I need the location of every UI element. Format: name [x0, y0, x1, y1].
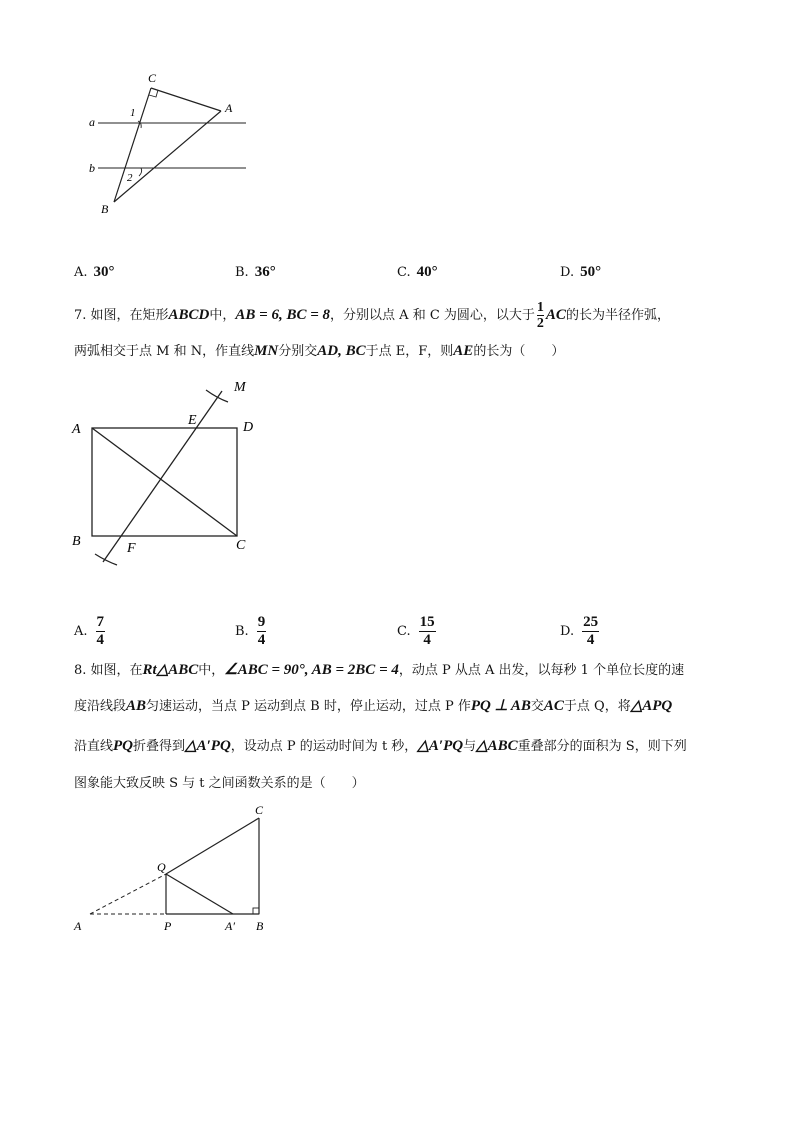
q8-line-1: 8. 如图，在Rt△ABC中，∠ABC = 90°, AB = 2BC = 4，动点 P 从点 A 出发，以每秒 1 个单位长度的速 — [74, 662, 685, 678]
right-angle-mark — [253, 908, 259, 914]
label-C: C — [148, 71, 157, 85]
q8-line-3: 沿直线PQ折叠得到△A′PQ，设动点 P 的运动时间为 t 秒，△A′PQ与△ABC重叠部分的面积为 S，则下列 — [74, 738, 687, 754]
label-b: b — [89, 161, 95, 175]
half-fraction: $\frac{1}{2}$ — [536, 300, 544, 331]
label-E: E — [188, 413, 197, 428]
label-C: C — [255, 803, 264, 817]
label-F: F — [127, 541, 136, 556]
label-A-prime: A′ — [225, 919, 235, 933]
label-C: C — [236, 538, 246, 553]
segment-QC — [166, 818, 259, 874]
q7-figure — [68, 374, 268, 580]
q6-option-b[interactable]: B. 36° — [235, 264, 276, 280]
angle-2-arc — [139, 168, 142, 176]
label-D: D — [243, 420, 254, 435]
q7-options — [74, 614, 734, 656]
q8-figure — [66, 802, 276, 938]
q6-option-d[interactable]: D. 50° — [560, 264, 602, 280]
arc-mark-N — [95, 554, 117, 565]
q6-option-c[interactable]: C. 40° — [397, 264, 438, 280]
segment-AB — [114, 111, 221, 202]
q6-option-a[interactable]: A. 30° — [74, 264, 115, 280]
label-A: A — [74, 919, 82, 933]
q8-line-4: 图象能大致反映 S 与 t 之间函数关系的是（ ） — [74, 776, 365, 791]
label-B: B — [256, 919, 264, 933]
q6-figure — [80, 68, 260, 218]
q7-line-2: 两弧相交于点 M 和 N，作直线MN分别交AD, BC于点 E，F，则AE的长为（ ） — [74, 343, 565, 359]
segment-CA — [151, 88, 221, 111]
label-B: B — [101, 202, 109, 216]
segment-AQ-dashed — [90, 874, 166, 914]
label-B: B — [72, 534, 81, 549]
q6-options — [74, 264, 734, 300]
label-A: A — [72, 422, 81, 437]
q7-line-1: 7. 如图，在矩形ABCD中，AB = 6, BC = 8，分别以点 A 和 C 为圆心，以大于 $\frac{1}{2}$ AC的长为半径作弧， — [74, 300, 670, 331]
q7-option-c[interactable]: C. $\frac{15}{4}$ — [397, 614, 435, 648]
segment-QA2 — [166, 874, 233, 914]
label-A: A — [225, 101, 233, 115]
segment-CB — [114, 88, 151, 202]
arc-mark-M — [206, 390, 228, 402]
q7-option-d[interactable]: D. $\frac{25}{4}$ — [560, 614, 599, 648]
diagonal-AC — [92, 428, 237, 536]
label-Q: Q — [157, 860, 166, 874]
label-M: M — [234, 380, 246, 395]
label-a: a — [89, 115, 95, 129]
label-P: P — [164, 919, 172, 933]
label-angle-1: 1 — [130, 107, 136, 119]
q8-line-2: 度沿线段AB匀速运动，当点 P 运动到点 B 时，停止运动，过点 P 作PQ ⊥ AB交AC于点 Q，将△APQ — [74, 698, 673, 714]
q7-option-b[interactable]: B. $\frac{9}{4}$ — [235, 614, 266, 648]
q7-option-a[interactable]: A. $\frac{7}{4}$ — [74, 614, 105, 648]
label-angle-2: 2 — [127, 172, 133, 184]
